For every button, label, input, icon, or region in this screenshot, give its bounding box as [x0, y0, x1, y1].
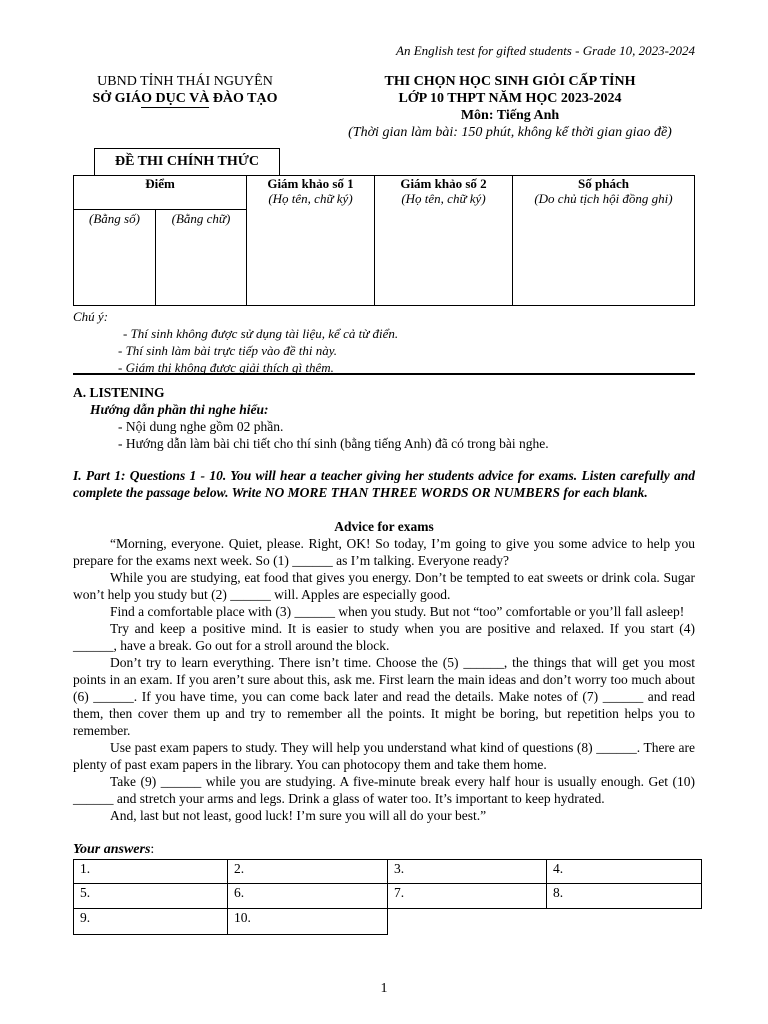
exam-subject: Môn: Tiếng Anh — [460, 108, 560, 123]
section-divider — [73, 373, 695, 375]
listening-guide-item: - Hướng dẫn làm bài chi tiết cho thí sinh (bằng tiếng Anh) đã có trong bài nghe. — [118, 436, 549, 451]
part1-instruction: I. Part 1: Questions 1 - 10. You will hear a teacher giving her students advice for exams. Listen carefully and complete the passage below. Write NO MORE THAN THREE WORDS OR NUMBERS for each blank. — [73, 468, 695, 500]
passage-paragraph: “Morning, everyone. Quiet, please. Right, OK! So today, I’m going to give you some advice to help you prepare for the exams next week. So (1) ______ as I’m talking. Everyone ready? — [73, 536, 695, 568]
listening-guide-item: - Nội dung nghe gồm 02 phần. — [118, 419, 284, 434]
examiner2-cell: Giám khảo số 2 (Họ tên, chữ ký) — [375, 176, 513, 306]
score-table — [73, 175, 695, 306]
examiner1-cell: Giám khảo số 1 (Họ tên, chữ ký) — [247, 176, 375, 306]
official-exam-label: ĐỀ THI CHÍNH THỨC — [94, 148, 280, 176]
exam-notes — [73, 308, 695, 376]
passage-paragraph: Use past exam papers to study. They will help you understand what kind of questions (8) ______. There are plenty of past exam papers in the library. You can photocopy them and take them home. — [73, 740, 695, 772]
score-words-cell: (Bằng chữ) — [156, 210, 247, 306]
note-item: - Giám thị không được giải thích gì thêm. — [118, 360, 334, 375]
score-header-cell: Điểm — [74, 176, 247, 210]
passage-paragraph: Find a comfortable place with (3) ______ when you study. But not “too” comfortable or you’ll fall asleep! — [110, 604, 685, 619]
answer-box-7[interactable]: 7. — [387, 883, 547, 909]
answer-box-4[interactable]: 4. — [546, 859, 702, 884]
exam-title: THI CHỌN HỌC SINH GIỎI CẤP TỈNH — [384, 74, 636, 89]
passage-paragraph: Take (9) ______ while you are studying. A five-minute break every half hour is usually enough. Get (10) ______ and stretch your arms and legs. Drink a glass of water too. It’s important to keep hydrated. — [73, 774, 695, 806]
listening-guide-title: Hướng dẫn phần thi nghe hiểu: — [90, 402, 269, 417]
note-item: - Thí sinh không được sử dụng tài liệu, kể cả từ điển. — [123, 326, 399, 341]
passage-paragraph: And, last but not least, good luck! I’m sure you will all do your best.” — [110, 808, 487, 823]
passage-paragraph: Don’t try to learn everything. There isn’t time. Choose the (5) ______, the things that will get you most points in an exam. If you aren’t sure about this, ask me. First learn the main ideas and don’t worry too much about (6) ______. If you have time, you can come back later and read the details. Make notes of (7) ______ and read them, then cover them up and try to remember all the points. It might be boring, but repetition helps you to remember. — [73, 655, 695, 738]
answer-box-1[interactable]: 1. — [73, 859, 228, 884]
exam-duration: (Thời gian làm bài: 150 phút, không kể thời gian giao đề) — [348, 125, 672, 140]
department-name: SỞ GIÁO DỤC VÀ ĐÀO TẠO — [92, 91, 278, 106]
exam-subtitle-note: An English test for gifted students - Grade 10, 2023-2024 — [396, 43, 695, 58]
answer-box-10[interactable]: 10. — [227, 908, 388, 935]
notes-title: Chú ý: — [73, 309, 109, 324]
authority-header — [60, 73, 310, 108]
code-cell: Số phách (Do chủ tịch hội đồng ghi) — [513, 176, 695, 306]
passage-paragraph: While you are studying, eat food that gives you energy. Don’t be tempted to eat sweets or drink cola. Sugar won’t help you study but (2) ______ will. Apples are especially good. — [73, 570, 695, 602]
passage-title: Advice for exams — [334, 519, 434, 534]
note-item: - Thí sinh làm bài trực tiếp vào đề thi này. — [118, 343, 338, 358]
page-number: 1 — [380, 981, 388, 996]
exam-header — [300, 73, 720, 141]
answer-box-6[interactable]: 6. — [227, 883, 388, 909]
answers-label: Your answers: — [73, 842, 155, 857]
province-name: UBND TỈNH THÁI NGUYÊN — [97, 74, 273, 89]
exam-grade-year: LỚP 10 THPT NĂM HỌC 2023-2024 — [398, 91, 622, 106]
section-title: A. LISTENING — [73, 385, 165, 400]
answer-box-2[interactable]: 2. — [227, 859, 388, 884]
answer-box-8[interactable]: 8. — [546, 883, 702, 909]
answer-box-5[interactable]: 5. — [73, 883, 228, 909]
score-number-cell: (Bằng số) — [74, 210, 156, 306]
passage-paragraph: Try and keep a positive mind. It is easier to study when you are positive and relaxed. If you start (4) ______, have a break. Go out for a stroll around the block. — [73, 621, 695, 653]
listening-section — [73, 384, 695, 452]
answer-box-3[interactable]: 3. — [387, 859, 547, 884]
answer-box-9[interactable]: 9. — [73, 908, 228, 935]
passage — [73, 518, 695, 824]
